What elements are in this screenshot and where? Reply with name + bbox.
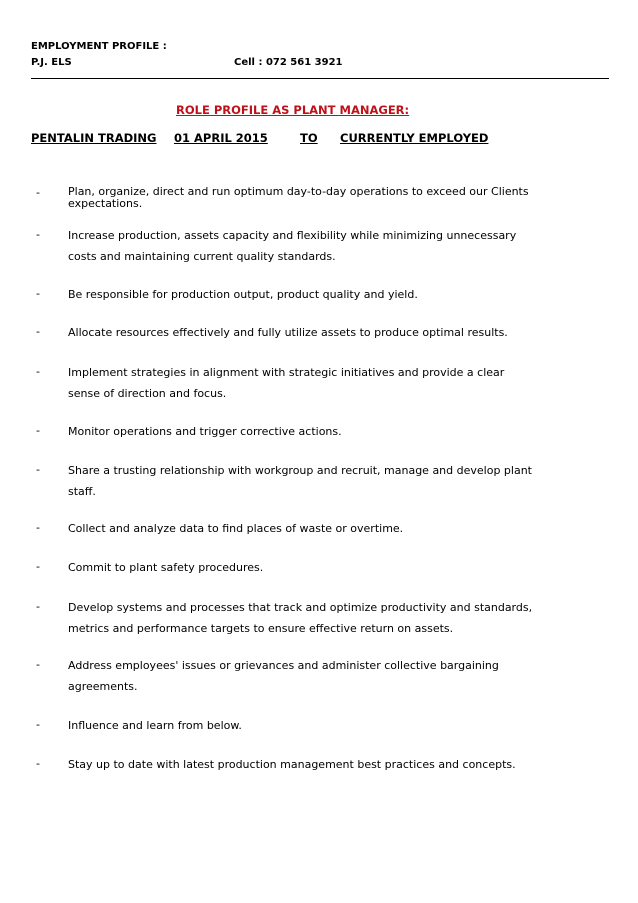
bullet-dash: - [36, 658, 40, 671]
bullet-dash: - [36, 365, 40, 378]
duty-text: Monitor operations and trigger corrective actions. [68, 425, 342, 438]
bullet-dash: - [36, 757, 40, 770]
duty-text: Implement strategies in alignment with strategic initiatives and provide a clear sense of direction and focus. [68, 366, 505, 400]
duty-text: Share a trusting relationship with workgroup and recruit, manage and develop plant staff. [68, 464, 532, 498]
bullet-dash: - [36, 560, 40, 573]
bullet-dash: - [36, 287, 40, 300]
bullet-dash: - [36, 325, 40, 338]
candidate-name: P.J. ELS [31, 57, 72, 68]
bullet-dash: - [36, 463, 40, 476]
duty-text: Commit to plant safety procedures. [68, 561, 264, 574]
duty-text: Increase production, assets capacity and flexibility while minimizing unnecessary costs and maintaining current quality standards. [68, 229, 517, 263]
bullet-dash: - [36, 186, 40, 199]
role-title: ROLE PROFILE AS PLANT MANAGER: [176, 103, 410, 117]
duty-text: Influence and learn from below. [68, 719, 242, 732]
duty-text: Allocate resources effectively and fully utilize assets to produce optimal results. [68, 326, 508, 339]
bullet-dash: - [36, 521, 40, 534]
employment-status: CURRENTLY EMPLOYED [340, 131, 489, 145]
bullet-dash: - [36, 424, 40, 437]
employment-start-date: 01 APRIL 2015 [174, 131, 268, 145]
duty-text: Stay up to date with latest production management best practices and concepts. [68, 758, 516, 771]
duty-text: Collect and analyze data to find places of waste or overtime. [68, 522, 404, 535]
duty-text: Plan, organize, direct and run optimum day-to-day operations to exceed our Clients expectations. [68, 185, 529, 210]
employer-name: PENTALIN TRADING [31, 131, 157, 145]
duty-text: Address employees' issues or grievances and administer collective bargaining agreements. [68, 659, 499, 693]
bullet-dash: - [36, 600, 40, 613]
bullet-dash: - [36, 228, 40, 241]
duty-text: Develop systems and processes that track and optimize productivity and standards, metrics and performance targets to ensure effective return on assets. [68, 601, 533, 635]
employment-to-label: TO [300, 131, 318, 145]
profile-heading: EMPLOYMENT PROFILE : [31, 41, 167, 52]
duty-text: Be responsible for production output, product quality and yield. [68, 288, 418, 301]
bullet-dash: - [36, 718, 40, 731]
cell-number: Cell : 072 561 3921 [234, 57, 343, 68]
